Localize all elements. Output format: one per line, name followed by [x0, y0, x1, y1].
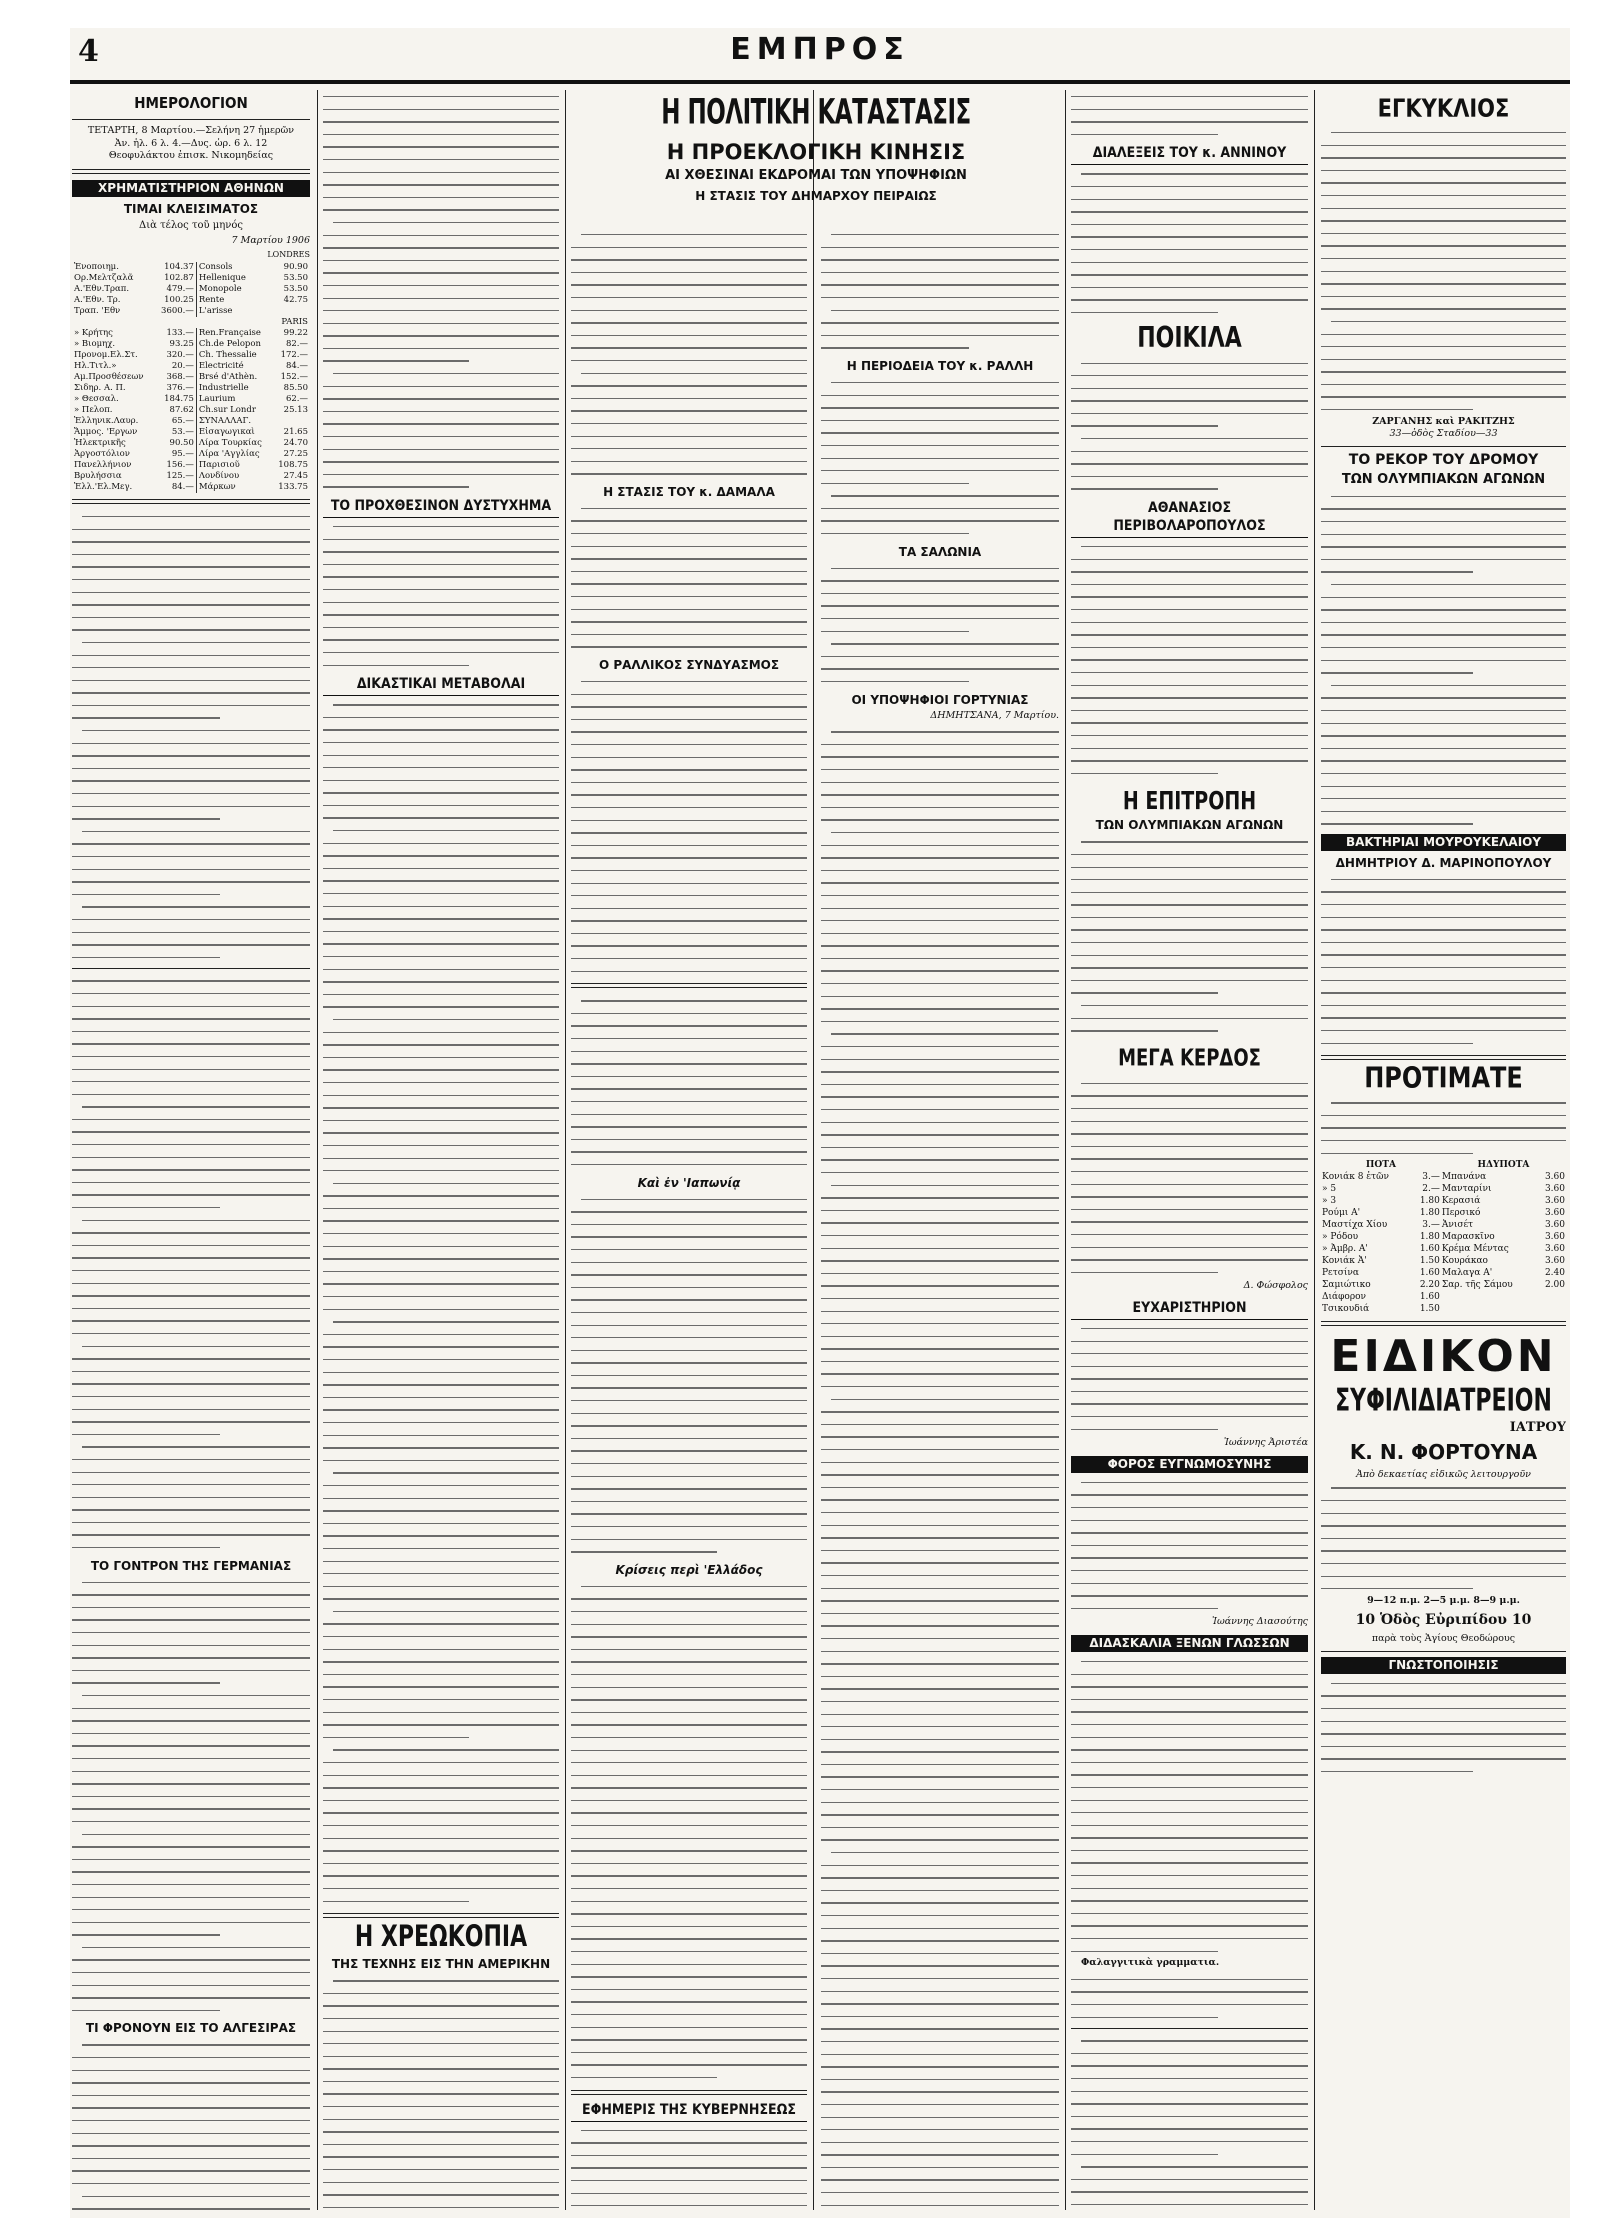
- bourse-row: [72, 273, 310, 284]
- bourse-paris-label: PARIS: [281, 316, 308, 327]
- article-body: [323, 1974, 559, 2210]
- headline-committee: Η ΕΠΙΤΡΟΠΗ: [1122, 787, 1257, 816]
- price-value: 1.80: [1419, 1196, 1440, 1207]
- price-item-name: Κονιάκ 8 ἐτῶν: [1322, 1172, 1389, 1183]
- bourse-security-name: Λίρα Τουρκίας: [198, 437, 262, 448]
- headline-greece-critiques: Κρίσεις περὶ 'Ελλάδος: [615, 1562, 763, 1577]
- bourse-price: 27.45: [283, 470, 308, 481]
- price-value: 2.00: [1544, 1280, 1565, 1291]
- article-body: [1071, 835, 1308, 1037]
- price-value: 1.60: [1419, 1268, 1440, 1279]
- headline-mega-kerdos: ΜΕΓΑ ΚΕΡΔΟΣ: [1118, 1044, 1261, 1072]
- bourse-row: [72, 328, 310, 339]
- bourse-security-name: Εἰσαγωγικαὶ: [198, 426, 255, 437]
- column-separator: [1314, 90, 1315, 2210]
- article-body: [571, 1580, 807, 2084]
- price-item-name: Τσικουδιά: [1322, 1304, 1370, 1315]
- headline-algeciras: ΤΙ ΦΡΟΝΟΥΝ ΕΙΣ ΤΟ ΑΛΓΕΣΙΡΑΣ: [85, 2021, 297, 2036]
- headline-foros: ΦΟΡΟΣ ΕΥΓΝΩΜΟΣΥΝΗΣ: [1071, 1456, 1308, 1473]
- divider: [571, 2090, 807, 2095]
- egkyklios-signature: ΖΑΡΓΑΝΗΣ καὶ ΡΑΚΙΤΖΗΣ: [1372, 415, 1515, 427]
- bourse-price: 42.75: [283, 294, 308, 305]
- bourse-date: 7 Μαρτίου 1906: [231, 234, 310, 246]
- article-body: [571, 675, 807, 977]
- bourse-security-name: ΣΥΝΑΛΛΑΓ.: [198, 415, 252, 426]
- price-item-name: Μαλαγα Α': [1441, 1268, 1493, 1279]
- bourse-london-label: LONDRES: [267, 250, 310, 260]
- bourse-row: [72, 471, 310, 482]
- price-row: [1321, 1171, 1566, 1183]
- price-header-spirits: ΠΟΤΑ: [1365, 1160, 1396, 1171]
- divider: [1321, 1055, 1566, 1060]
- headline-annino-lectures: ΔΙΑΛΕΞΕΙΣ ΤΟΥ κ. ΑΝΝΙΝΟΥ: [1071, 144, 1308, 165]
- price-row: [1321, 1243, 1566, 1255]
- price-value: 1.80: [1419, 1208, 1440, 1219]
- bourse-security-name: Τραπ. 'Εθν: [74, 305, 121, 316]
- article-body: [72, 974, 310, 1553]
- bourse-row: [72, 306, 310, 317]
- price-item-name: [1441, 1303, 1537, 1315]
- price-item-name: Μαρασκῖνο: [1441, 1232, 1495, 1243]
- banner-headline: Η ΠΟΛΙΤΙΚΗ ΚΑΤΑΣΤΑΣΙΣ: [661, 93, 971, 133]
- bourse-security-name: Προνομ.Ελ.Στ.: [74, 349, 138, 360]
- bourse-price: [272, 416, 310, 427]
- bourse-row: [72, 383, 310, 394]
- ad-eidikon: ΕΙΔΙΚΟΝ: [1330, 1331, 1557, 1383]
- headline-bankruptcy-sub: ΤΗΣ ΤΕΧΝΗΣ ΕΙΣ ΤΗΝ ΑΜΕΡΙΚΗΝ: [331, 1957, 551, 1972]
- article-body: [1071, 540, 1308, 779]
- article-body: [821, 725, 1059, 2210]
- dateline-dimitsana: ΔΗΜΗΤΣΑΝΑ, 7 Μαρτίου.: [930, 709, 1059, 721]
- calendar-line: ΤΕΤΑΡΤΗ, 8 Μαρτίου.—Σελήνη 27 ἡμερῶν: [87, 125, 295, 136]
- headline-efcharistirion: ΕΥΧΑΡΙΣΤΗΡΙΟΝ: [1071, 1299, 1308, 1320]
- bourse-table: [72, 262, 310, 493]
- headline-perivolaropoulos: ΑΘΑΝΑΣΙΟΣ ΠΕΡΙΒΟΛΑΡΟΠΟΥΛΟΣ: [1071, 499, 1308, 538]
- price-item-name: » Ἀμβρ. Α': [1322, 1244, 1368, 1255]
- ad-address-note: παρὰ τοὺς Ἁγίους Θεοδώρους: [1371, 1633, 1516, 1645]
- price-value: 3.60: [1544, 1208, 1565, 1219]
- price-row: [1321, 1279, 1566, 1291]
- price-item-name: [1441, 1291, 1537, 1303]
- column-2: [323, 90, 559, 2210]
- bourse-security-name: Α.'Εθν.Τραπ.: [74, 283, 130, 294]
- bourse-security-name: Ἄμμος. 'Εργων: [74, 426, 138, 437]
- bourse-security-name: » Κρήτης: [74, 327, 113, 338]
- bourse-security-name: Ch.sur Londr: [198, 404, 256, 415]
- price-item-name: Ρετσίνα: [1322, 1268, 1359, 1279]
- ad-address: 10 Ὁδὸς Εὐριπίδου 10: [1355, 1612, 1532, 1629]
- column-6: [1321, 90, 1566, 2210]
- bourse-security-name: Ηλ.Τιτλ.»: [74, 360, 117, 371]
- bourse-price: 24.70: [283, 437, 308, 448]
- banner-subheadline: Η ΠΡΟΕΚΛΟΓΙΚΗ ΚΙΝΗΣΙΣ: [666, 140, 966, 164]
- bourse-price: 376.—: [154, 383, 196, 394]
- bourse-price: 368.—: [154, 372, 196, 383]
- bourse-row: [72, 460, 310, 471]
- divider: [72, 119, 310, 120]
- price-value: [1537, 1291, 1566, 1303]
- bourse-price: 133.—: [154, 328, 196, 339]
- headline-record-sub: ΤΩΝ ΟΛΥΜΠΙΑΚΩΝ ΑΓΩΝΩΝ: [1341, 471, 1546, 487]
- bourse-security-name: Ἐνοποιημ.: [74, 261, 119, 272]
- headline-gortynia: ΟΙ ΥΠΟΨΗΦΙΟΙ ΓΟΡΤΥΝΙΑΣ: [851, 692, 1029, 707]
- price-value: 1.80: [1419, 1232, 1440, 1243]
- article-body: [571, 994, 807, 1170]
- bourse-price: 99.22: [283, 327, 308, 338]
- price-value: 1.50: [1419, 1256, 1440, 1267]
- article-body: [1321, 126, 1566, 416]
- bourse-price: 20.—: [154, 361, 196, 372]
- price-header-liqueurs: ΗΔΥΠΟΤΑ: [1477, 1160, 1530, 1171]
- calendar-title: ΗΜΕΡΟΛΟΓΙΟΝ: [134, 94, 248, 112]
- ad-subline: Ἀπὸ δεκαετίας εἰδικῶς λειτουργοῦν: [1356, 1468, 1531, 1480]
- signature: Ἰωάννης Ἀριστέα: [1223, 1437, 1308, 1449]
- headline-protimate: ΠΡΟΤΙΜΑΤΕ: [1364, 1061, 1523, 1095]
- column-1: [72, 90, 310, 2210]
- bourse-row: [72, 372, 310, 383]
- price-row: [1321, 1255, 1566, 1267]
- article-body: [1321, 1677, 1566, 1778]
- headline-record: ΤΟ ΡΕΚΟΡ ΤΟΥ ΔΡΟΜΟΥ: [1348, 451, 1539, 468]
- bourse-security-name: Ἐλληνικ.Λαυρ.: [74, 415, 139, 426]
- price-row: [1321, 1303, 1566, 1315]
- price-item-name: Σαρ. τῆς Σάμου: [1441, 1280, 1513, 1291]
- bourse-security-name: Μάρκων: [198, 481, 236, 492]
- article-body: [323, 698, 559, 1907]
- bourse-security-name: L'arisse: [198, 305, 233, 316]
- bourse-security-name: Hellenique: [198, 272, 246, 283]
- bourse-price: 3600.—: [154, 306, 196, 317]
- headline-egkyklios: ΕΓΚΥΚΛΙΟΣ: [1377, 93, 1510, 123]
- article-body: [821, 376, 1059, 540]
- article-body: [571, 228, 807, 480]
- article-body: [72, 1576, 310, 2017]
- price-item-name: Μαστίχα Χίου: [1322, 1220, 1388, 1231]
- bourse-subtitle: ΤΙΜΑΙ ΚΛΕΙΣΙΜΑΤΟΣ: [123, 201, 259, 216]
- price-value: 3.—: [1422, 1220, 1440, 1231]
- bourse-row: [72, 295, 310, 306]
- price-item-name: » Ρόδου: [1322, 1232, 1359, 1243]
- bourse-price: 184.75: [154, 394, 196, 405]
- bourse-security-name: Consols: [198, 261, 233, 272]
- price-row: [1321, 1291, 1566, 1303]
- price-item-name: Κονιάκ Ἀ': [1322, 1256, 1367, 1267]
- price-value: 3.60: [1544, 1172, 1565, 1183]
- bourse-row: [72, 262, 310, 273]
- bourse-security-name: Ἀργοστόλιον: [74, 448, 130, 459]
- divider: [1321, 446, 1566, 447]
- price-item-name: Κουράκαο: [1441, 1256, 1488, 1267]
- bourse-price: 100.25: [154, 295, 196, 306]
- ad-syfilidiatreion: ΣΥΦΙΛΙΔΙΑΤΡΕΙΟΝ: [1335, 1383, 1552, 1419]
- price-item-name: Διάφορον: [1322, 1292, 1367, 1303]
- bourse-security-name: Α.'Εθν. Τρ.: [74, 294, 121, 305]
- bourse-price: 104.37: [154, 262, 196, 273]
- article-body: [1071, 1655, 1308, 1957]
- bourse-price: 93.25: [154, 339, 196, 350]
- price-value: [1537, 1303, 1566, 1315]
- price-value: 3.60: [1544, 1256, 1565, 1267]
- bourse-price: 84.—: [154, 482, 196, 493]
- headline-judicial-changes: ΔΙΚΑΣΤΙΚΑΙ ΜΕΤΑΒΟΛΑΙ: [323, 675, 559, 696]
- bourse-price: 172.—: [280, 349, 308, 360]
- headline-bankruptcy: Η ΧΡΕΩΚΟΠΙΑ: [354, 1920, 528, 1955]
- price-value: 2.—: [1422, 1184, 1440, 1195]
- bourse-row: [72, 317, 310, 328]
- article-body: [1071, 1973, 1308, 2023]
- article-body: [1071, 1077, 1308, 1279]
- bourse-price: 62.—: [285, 393, 308, 404]
- article-body: [323, 520, 559, 671]
- article-body: [1071, 90, 1308, 140]
- headline-germany: ΤΟ ΓΟΝΤΡΟΝ ΤΗΣ ΓΕΡΜΑΝΙΑΣ: [90, 1558, 292, 1573]
- bourse-security-name: Brsé d'Athèn.: [198, 371, 258, 382]
- article-body: [72, 2038, 310, 2210]
- article-body: [323, 90, 559, 493]
- headline-rallikos: Ο ΡΑΛΛΙΚΟΣ ΣΥΝΔΥΑΣΜΟΣ: [598, 658, 780, 672]
- column-separator: [317, 90, 318, 2210]
- headline-foreign-languages: ΔΙΔΑΣΚΑΛΙΑ ΞΕΝΩΝ ΓΛΩΣΣΩΝ: [1071, 1635, 1308, 1652]
- bourse-row: [72, 449, 310, 460]
- bourse-row: [72, 482, 310, 493]
- bourse-price: 125.—: [154, 471, 196, 482]
- price-value: 3.60: [1544, 1196, 1565, 1207]
- bourse-title: ΧΡΗΜΑΤΙΣΤΗΡΙΟΝ ΑΘΗΝΩΝ: [72, 180, 310, 197]
- bourse-price: 102.87: [154, 273, 196, 284]
- bourse-row: [72, 394, 310, 405]
- bourse-row: [72, 361, 310, 372]
- bourse-security-name: Industrielle: [198, 382, 249, 393]
- bourse-security-name: Ch.de Pelopon: [198, 338, 261, 349]
- bourse-security-name: Electricité: [198, 360, 244, 371]
- article-body: [1071, 167, 1308, 318]
- bourse-price: 156.—: [154, 460, 196, 471]
- ad-iatrou: ΙΑΤΡΟΥ: [1509, 1420, 1566, 1436]
- price-item-name: Σαμιώτικο: [1322, 1280, 1371, 1291]
- masthead: [70, 28, 1570, 80]
- divider: [72, 968, 310, 969]
- article-body: [1321, 1096, 1566, 1159]
- bourse-price: 85.50: [283, 382, 308, 393]
- divider: [72, 169, 310, 174]
- headline-salonia: ΤΑ ΣΑΛΩΝΙΑ: [898, 544, 982, 559]
- bourse-price: 152.—: [280, 371, 308, 382]
- bourse-security-name: Σιδηρ. Α. Π.: [74, 382, 126, 393]
- article-body: [821, 228, 1059, 354]
- headline-ralli-tour: Η ΠΕΡΙΟΔΕΙΑ ΤΟΥ κ. ΡΑΛΛΗ: [846, 358, 1034, 373]
- price-value: 1.60: [1419, 1244, 1440, 1255]
- ad-doctor-name: Κ. Ν. ΦΟΡΤΟΥΝΑ: [1349, 1439, 1538, 1464]
- price-item-name: Μπανάνα: [1441, 1172, 1487, 1183]
- price-row: [1321, 1219, 1566, 1231]
- bourse-price: 87.62: [154, 405, 196, 416]
- divider: [571, 983, 807, 988]
- bourse-security-name: Λίρα 'Αγγλίας: [198, 448, 260, 459]
- headline-gnostopoiisis: ΓΝΩΣΤΟΠΟΙΗΣΙΣ: [1321, 1657, 1566, 1674]
- bourse-price: 95.—: [154, 449, 196, 460]
- headline-marinopoulos: ΔΗΜΗΤΡΙΟΥ Δ. ΜΑΡΙΝΟΠΟΥΛΟΥ: [1335, 855, 1552, 870]
- article-body: [821, 562, 1059, 688]
- bourse-price: 82.—: [285, 338, 308, 349]
- article-body: [1071, 1476, 1308, 1615]
- bourse-security-name: Βρυλήσσια: [74, 470, 122, 481]
- column-5: [1071, 90, 1308, 2210]
- price-item-name: Ρούμι Α': [1322, 1208, 1361, 1219]
- price-value: 1.50: [1419, 1304, 1440, 1315]
- bourse-price: 108.75: [278, 459, 308, 470]
- article-body: [72, 510, 310, 963]
- calendar-line: Ἀν. ἡλ. 6 λ. 4.—Δυς. ὡρ. 6 λ. 12: [114, 137, 268, 149]
- masthead-rule: [70, 80, 1570, 84]
- bourse-row: [72, 405, 310, 416]
- headline-japan: Καὶ ἐν 'Ιαπωνίᾳ: [637, 1175, 741, 1190]
- bourse-row: [72, 416, 310, 427]
- divider: [72, 499, 310, 504]
- headline-government-gazette: ΕΦΗΜΕΡΙΣ ΤΗΣ ΚΥΒΕΡΝΗΣΕΩΣ: [571, 2101, 807, 2122]
- bourse-price: 320.—: [154, 350, 196, 361]
- price-value: 3.60: [1544, 1244, 1565, 1255]
- bourse-security-name: Laurium: [198, 393, 236, 404]
- bourse-price: 90.90: [283, 261, 308, 272]
- bourse-security-name: Rente: [198, 294, 225, 305]
- bourse-price: 21.65: [283, 426, 308, 437]
- signature: Δ. Φώσφολος: [1243, 1280, 1308, 1292]
- article-body: [1321, 490, 1566, 830]
- ad-hours: 9—12 π.μ. 2—5 μ.μ. 8—9 μ.μ.: [1367, 1594, 1520, 1606]
- article-body: [1071, 1322, 1308, 1435]
- price-item-name: Μανταρίνι: [1441, 1184, 1492, 1195]
- bourse-price: 90.50: [154, 438, 196, 449]
- headline-yachting-accident: ΤΟ ΠΡΟΧΘΕΣΙΝΟΝ ΔΥΣΤΥΧΗΜΑ: [323, 497, 559, 518]
- newspaper-page: [70, 28, 1570, 2218]
- price-table: [1321, 1159, 1566, 1315]
- bourse-price: 53.—: [154, 427, 196, 438]
- headline-falagga: Φαλαγγιτικὰ γραμματια.: [1081, 1957, 1220, 1969]
- divider: [1321, 1321, 1566, 1326]
- price-item-name: » 5: [1322, 1184, 1337, 1195]
- bourse-security-name: Ἐλλ.'Ελ.Μεγ.: [74, 481, 133, 492]
- banner-line-4: Η ΣΤΑΣΙΣ ΤΟΥ ΔΗΜΑΡΧΟΥ ΠΕΙΡΑΙΩΣ: [695, 189, 937, 203]
- column-4: [821, 228, 1059, 2210]
- headline-committee-sub: ΤΩΝ ΟΛΥΜΠΙΑΚΩΝ ΑΓΩΝΩΝ: [1095, 818, 1284, 833]
- page-number: 4: [78, 34, 99, 69]
- bourse-price: 53.50: [283, 283, 308, 294]
- bourse-row: [72, 438, 310, 449]
- price-row: [1321, 1267, 1566, 1279]
- price-value: 2.20: [1419, 1280, 1440, 1291]
- bourse-security-name: » Βιομηχ.: [74, 338, 116, 349]
- column-separator: [1065, 90, 1066, 2210]
- article-body: [1321, 873, 1566, 1049]
- headline-poikila: ΠΟΙΚΙΛΑ: [1137, 321, 1242, 355]
- paper-title: ΕΜΠΡΟΣ: [730, 32, 910, 67]
- egkyklios-address: 33—ὁδὸς Σταδίου—33: [1389, 428, 1498, 440]
- column-separator: [565, 90, 566, 2210]
- divider: [323, 1913, 559, 1918]
- price-value: 2.40: [1544, 1268, 1565, 1279]
- bourse-row: [72, 350, 310, 361]
- price-item-name: Κρέμα Μέντας: [1441, 1244, 1509, 1255]
- article-body: [571, 502, 807, 653]
- bourse-security-name: Λονδίνου: [198, 470, 240, 481]
- price-value: 1.60: [1419, 1292, 1440, 1303]
- bourse-security-name: » Πελοπ.: [74, 404, 113, 415]
- bourse-price: 25.13: [283, 404, 308, 415]
- article-body: [571, 2124, 807, 2210]
- bourse-row: [72, 427, 310, 438]
- bourse-security-name: Πανελλήνιον: [74, 459, 132, 470]
- divider: [1321, 1651, 1566, 1652]
- bourse-security-name: » Θεσσαλ.: [74, 393, 119, 404]
- bourse-price: 53.50: [283, 272, 308, 283]
- price-value: 3.60: [1544, 1184, 1565, 1195]
- bourse-row: [72, 284, 310, 295]
- bourse-security-name: Monopole: [198, 283, 242, 294]
- banner-line-3: ΑΙ ΧΘΕΣΙΝΑΙ ΕΚΔΡΟΜΑΙ ΤΩΝ ΥΠΟΨΗΦΙΩΝ: [665, 168, 967, 183]
- bourse-security-name: Ch. Thessalie: [198, 349, 257, 360]
- signature: Ἰωάννης Διασούτης: [1212, 1616, 1308, 1628]
- price-value: 3.60: [1544, 1220, 1565, 1231]
- price-item-name: Κερασιά: [1441, 1196, 1481, 1207]
- price-row: [1321, 1183, 1566, 1195]
- calendar-line: Θεοφυλάκτου ἐπισκ. Νικομηδείας: [108, 150, 274, 162]
- bourse-price: 84.—: [285, 360, 308, 371]
- political-situation-banner: [571, 90, 1061, 226]
- bourse-price: [272, 306, 310, 317]
- bourse-row: [72, 339, 310, 350]
- price-value: 3.—: [1422, 1172, 1440, 1183]
- bourse-price: 27.25: [283, 448, 308, 459]
- price-item-name: » 3: [1322, 1196, 1337, 1207]
- headline-damala: Η ΣΤΑΣΙΣ ΤΟΥ κ. ΔΑΜΑΛΑ: [603, 484, 775, 499]
- divider: [1071, 2028, 1308, 2029]
- article-body: [1321, 1481, 1566, 1594]
- bourse-security-name: Αμ.Προσθέσεων: [74, 371, 144, 382]
- price-item-name: Ἀνισέτ: [1441, 1220, 1474, 1231]
- bourse-security-name: Ren.Française: [198, 327, 261, 338]
- bourse-price: 133.75: [278, 481, 308, 492]
- price-row: [1321, 1195, 1566, 1207]
- bourse-security-name: Ορ.Μελτζαλᾶ: [74, 272, 134, 283]
- article-body: [1071, 357, 1308, 496]
- price-item-name: Περσικό: [1441, 1208, 1481, 1219]
- bourse-price: 65.—: [154, 416, 196, 427]
- article-body: [571, 1193, 807, 1558]
- column-separator: [813, 90, 814, 2210]
- bourse-subtitle-2: Διὰ τέλος τοῦ μηνός: [139, 219, 243, 231]
- bourse-security-name: Ἠλεκτρικῆς: [74, 437, 126, 448]
- price-value: 3.60: [1544, 1232, 1565, 1243]
- column-3: [571, 228, 807, 2210]
- price-row: [1321, 1207, 1566, 1219]
- bourse-price: 479.—: [154, 284, 196, 295]
- price-row: [1321, 1231, 1566, 1243]
- article-body: [1071, 2034, 1308, 2210]
- bourse-security-name: Παρισιοῦ: [198, 459, 240, 470]
- headline-bakteria: ΒΑΚΤΗΡΙΑΙ ΜΟΥΡΟΥΚΕΛΑΙΟΥ: [1321, 834, 1566, 851]
